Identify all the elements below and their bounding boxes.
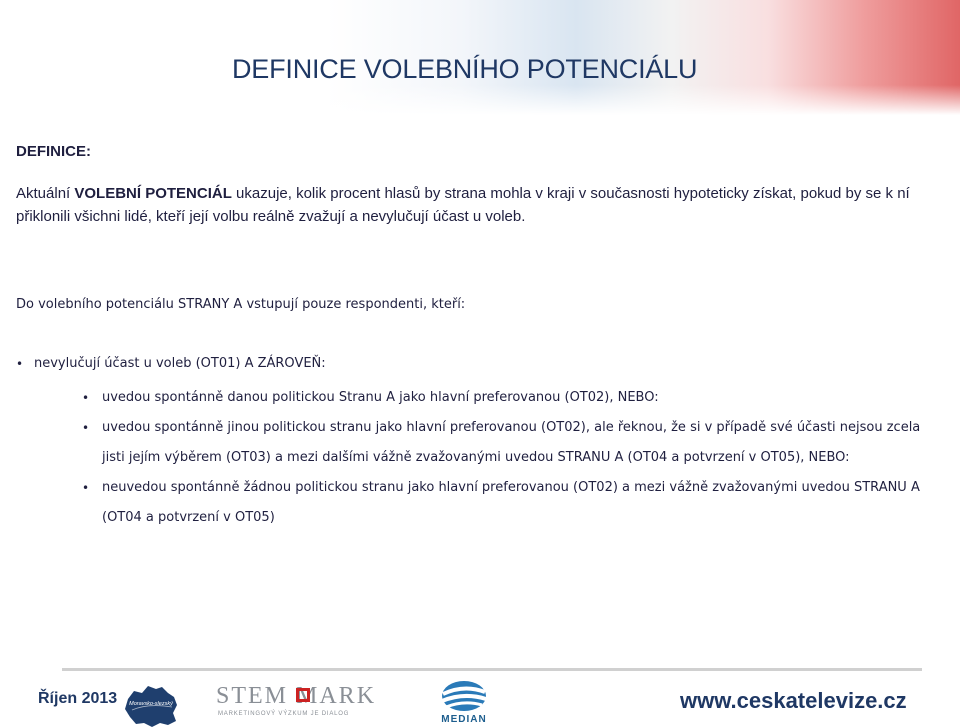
bullet-dot-icon: •: [82, 391, 90, 405]
median-globe-icon: [436, 680, 492, 714]
definition-text-after: ukazuje, kolik procent hlasů by strana mohla v kraji v současnosti hypoteticky získat, pokud by se k ní přiklonili všichni lidé, kteří její volbu reálně zvažují a nevylučují účast u voleb.: [16, 185, 910, 225]
region-logo: [122, 683, 180, 728]
list-item-text: neuvedou spontánně žádnou politickou stranu jako hlavní preferovanou (OT02) a mezi vážně zvažovanými uvedou STRANU A (OT04 a potvrzení v OT05): [102, 480, 920, 525]
list-item: [82, 383, 936, 413]
slide-content: [16, 142, 936, 533]
definition-text-before: Aktuální: [16, 185, 75, 202]
region-logo-text: Moravsko-slezský: [129, 701, 173, 707]
list-item-text: uvedou spontánně danou politickou Stranu A jako hlavní preferovanou (OT02), NEBO:: [102, 390, 659, 405]
list-item: [82, 413, 936, 473]
list-item: [82, 473, 936, 533]
footer-url: www.ceskatelevize.cz: [680, 688, 907, 713]
stemmark-tagline: MARKETINGOVÝ VÝZKUM JE DIALOG: [218, 711, 350, 717]
definition-text-bold: VOLEBNÍ POTENCIÁL: [74, 185, 232, 202]
stemmark-name: STEM MARK: [216, 683, 377, 709]
footer-divider: [62, 668, 922, 671]
definition-paragraph: [16, 182, 936, 228]
stemmark-logo: [216, 683, 377, 723]
list-item-text: uvedou spontánně jinou politickou stranu jako hlavní preferovanou (OT02), ale řeknou, že si v případě své účasti nejsou zcela jisti jejím výběrem (OT03) a mezi dalšími vážně zvažovanými uvedou STRANU A (OT04 a potvrzení v OT05), NEBO:: [102, 420, 921, 465]
median-name: MEDIAN: [441, 714, 487, 725]
list-item: [16, 349, 936, 533]
median-logo: [436, 680, 492, 728]
bullet-dot-icon: •: [82, 481, 90, 495]
bullet-dot-icon: •: [16, 357, 24, 371]
page-title: DEFINICE VOLEBNÍHO POTENCIÁLU: [232, 54, 698, 84]
list-item-text: nevylučují účast u voleb (OT01) A ZÁROVEŇ:: [34, 356, 326, 371]
bullet-dot-icon: •: [82, 421, 90, 435]
definition-label: DEFINICE:: [16, 143, 91, 160]
criteria-list: [16, 349, 936, 533]
sub-criteria-list: [34, 383, 936, 533]
footer-date: Říjen 2013: [38, 690, 118, 707]
intro-text: Do volebního potenciálu STRANY A vstupují pouze respondenti, kteří:: [16, 297, 466, 312]
stemmark-box-icon: [296, 688, 310, 702]
